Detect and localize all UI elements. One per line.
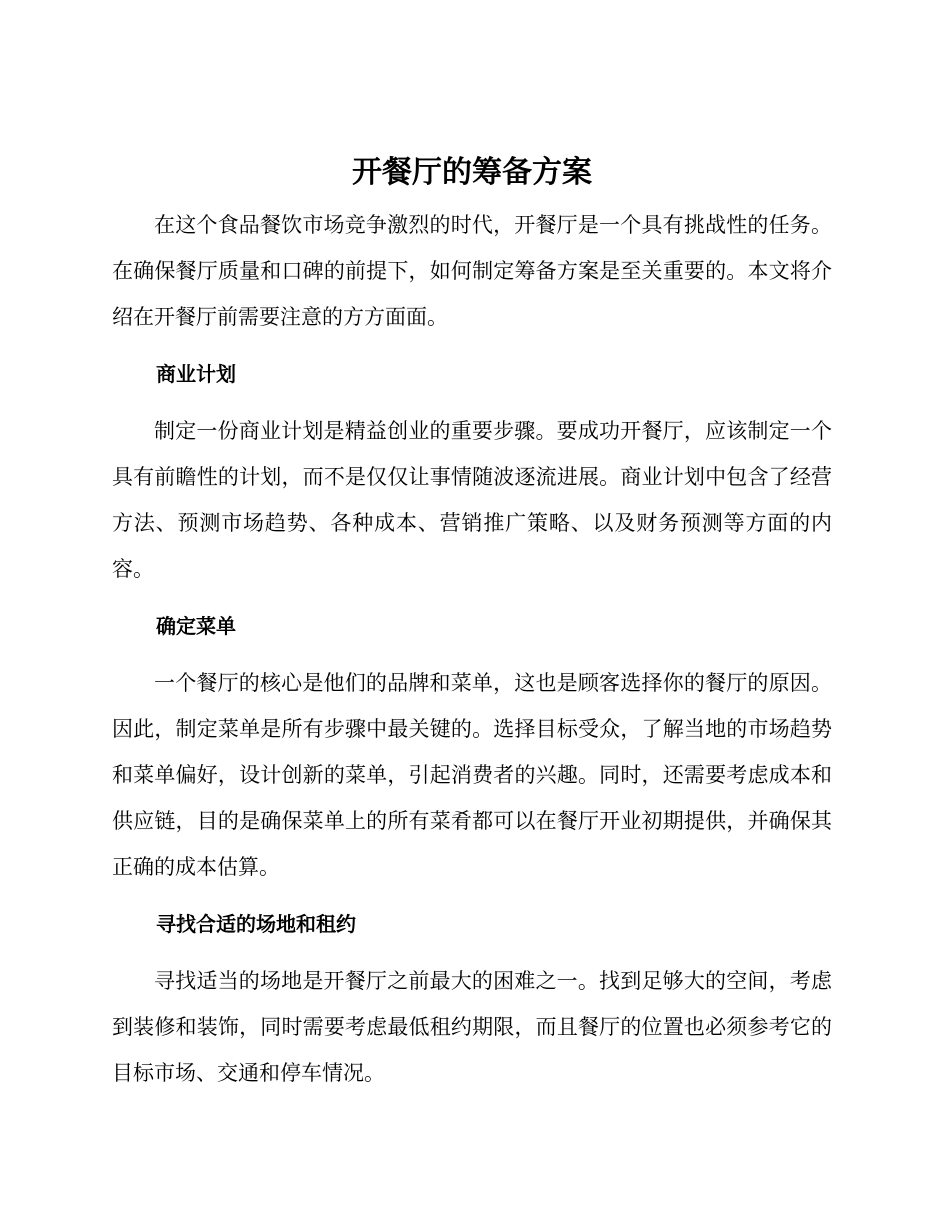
section-heading-venue-lease: 寻找合适的场地和租约 [156, 912, 356, 936]
intro-paragraph: 在这个食品餐饮市场竞争激烈的时代，开餐厅是一个具有挑战性的任务。在确保餐厅质量和口碑的前提下，如何制定筹备方案是至关重要的。本文将介绍在开餐厅前需要注意的方方面面。 [112, 213, 832, 329]
section-body-menu: 一个餐厅的核心是他们的品牌和菜单，这也是顾客选择你的餐厅的原因。因此，制定菜单是所有步骤中最关键的。选择目标受众，了解当地的市场趋势和菜单偏好，设计创新的菜单，引起消费者的兴趣。同时，还需要考虑成本和供应链，目的是确保菜单上的所有菜肴都可以在餐厅开业初期提供，并确保其正确的成本估算。 [112, 671, 832, 879]
document-body [112, 148, 832, 1096]
document-title: 开餐厅的筹备方案 [352, 155, 592, 190]
section-body-venue-lease: 寻找适当的场地是开餐厅之前最大的困难之一。找到足够大的空间，考虑到装修和装饰，同时需要考虑最低租约期限，而且餐厅的位置也必须参考它的目标市场、交通和停车情况。 [112, 969, 832, 1085]
section-heading-business-plan: 商业计划 [156, 362, 236, 386]
section-heading-menu: 确定菜单 [156, 614, 236, 638]
section-body-business-plan: 制定一份商业计划是精益创业的重要步骤。要成功开餐厅，应该制定一个具有前瞻性的计划，而不是仅仅让事情随波逐流进展。商业计划中包含了经营方法、预测市场趋势、各种成本、营销推广策略、以及财务预测等方面的内容。 [112, 419, 832, 581]
